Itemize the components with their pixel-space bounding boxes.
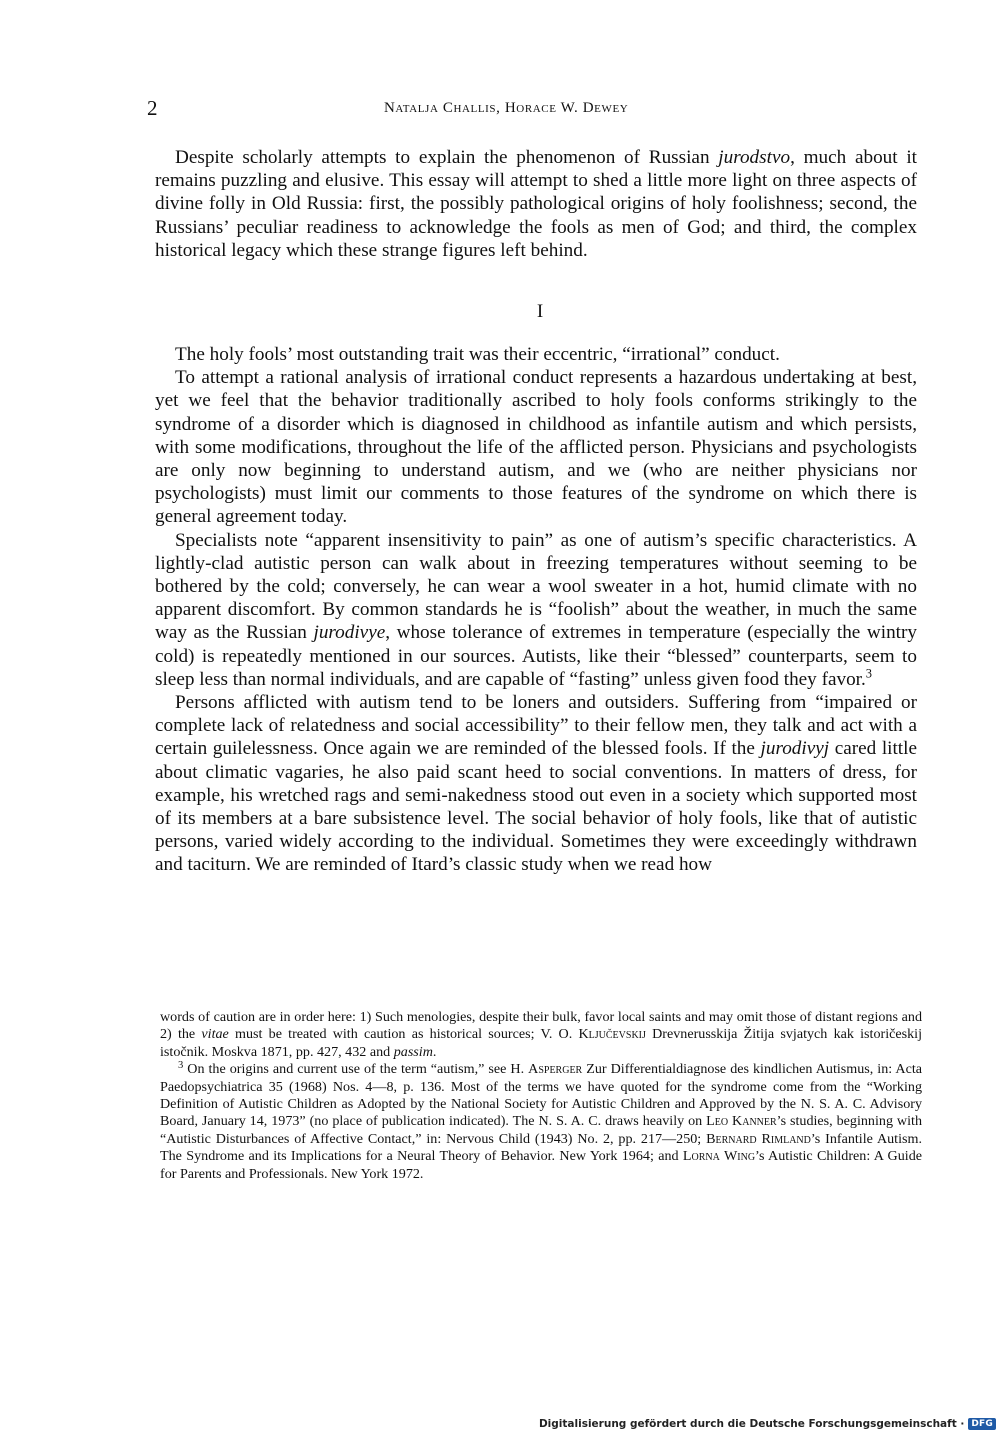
footnote-3: $^3$ On the origins and current use of the term “autism,” see H. Asperger Zur Differentialdiagnose des kindlichen Autismus, in: Acta Paedopsychiatrica 35 (1968) Nos. 4—8, p. 136. Most of the terms we have quoted for the syndrome come from the “Working Definition of Autistic Children as Adopted by the National Society for Autistic Children and Approved by the N. S. A. C. Advisory Board, January 14, 1973” (no place of publication indicated). The N. S. A. C. draws heavily on Leo Kanner’s studies, beginning with “Autistic Disturbances of Affective Contact,” in: Nervous Child (1943) No. 2, pp. 217—250; Bernard Rimland’s Infantile Autism. The Syndrome and its Implications for a Neural Theory of Behavior. New York 1964; and Lorna Wing’s Autistic Children: A Guide for Parents and Professionals. New York 1972. <box>160 1059 922 1182</box>
dfg-logo-icon: DFG <box>968 1418 996 1430</box>
footnote-continuation: words of caution are in order here: 1) Such menologies, despite their bulk, favor local saints and may omit those of distant regions and 2) the vitae must be treated with caution as historical sources; V. O. Ključevskij Drevnerusskija Žitija svjatych kak istoričeskij istočnik. Moskva 1871, pp. 427, 432 and passim. <box>160 1009 922 1060</box>
footnotes <box>160 1009 922 1183</box>
paragraph-3: Specialists note “apparent insensitivity to pain” as one of autism’s specific characteristics. A lightly-clad autistic person can walk about in freezing temperatures without seeming to be bothered by the cold; conversely, he can wear a wool sweater in a hot, humid climate with no apparent discomfort. By common standards he is “foolish” about the weather, in much the same way as the Russian jurodivye, whose tolerance of extremes in temperature (especially the wintry cold) is repeatedly mentioned in our sources. Autists, like their “blessed” counterparts, seem to sleep less than normal individuals, and are capable of “fasting” unless given food they favor.$^3$ <box>155 529 917 690</box>
banner-text: Digitalisierung gefördert durch die Deutsche Forschungsgemeinschaft · <box>538 1418 965 1430</box>
section-heading: I <box>536 301 544 322</box>
intro-paragraph: Despite scholarly attempts to explain the phenomenon of Russian jurodstvo, much about it remains puzzling and elusive. This essay will attempt to shed a little more light on three aspects of divine folly in Old Russia: first, the possibly pathological origins of holy foolishness; second, the Russians’ peculiar readiness to acknowledge the fools as men of God; and third, the complex historical legacy which these strange figures left behind. <box>155 147 917 261</box>
paragraph-4: Persons afflicted with autism tend to be loners and outsiders. Suffering from “impaired or complete lack of relatedness and social accessibility” to their fellow men, they talk and act with a certain guilelessness. Once again we are reminded of the blessed fools. If the jurodivyj cared little about climatic vagaries, he also paid scant heed to social conventions. In matters of dress, for example, his wretched rags and semi-nakedness stood out even in a society which supported most of its members at a bare subsistence level. The social behavior of holy fools, like that of autistic persons, varied widely according to the individual. Sometimes they were exceedingly withdrawn and taciturn. We are reminded of Itard’s classic study when we read how <box>155 692 917 876</box>
footnote-marker: 3 <box>178 1059 184 1071</box>
section-body <box>155 343 917 877</box>
footnote-ref-3: 3 <box>865 666 873 681</box>
page-number: 2 <box>147 96 158 120</box>
digitization-banner <box>539 1418 996 1430</box>
running-head: Natalja Challis, Horace W. Dewey <box>384 100 629 116</box>
paragraph-1: The holy fools’ most outstanding trait was their eccentric, “irrational” conduct. <box>175 344 780 365</box>
paragraph-2: To attempt a rational analysis of irrational conduct represents a hazardous undertaking at best, yet we feel that the behavior traditionally ascribed to holy fools conforms strikingly to the syndrome of a disorder which is diagnosed in childhood as infantile autism and which persists, with some modifications, throughout the life of the afflicted person. Physicians and psychologists are only now beginning to understand autism, and we (who are neither physicians nor psychologists) must limit our comments to those features of the syndrome on which there is general agreement today. <box>155 367 917 528</box>
intro-section <box>155 146 917 262</box>
